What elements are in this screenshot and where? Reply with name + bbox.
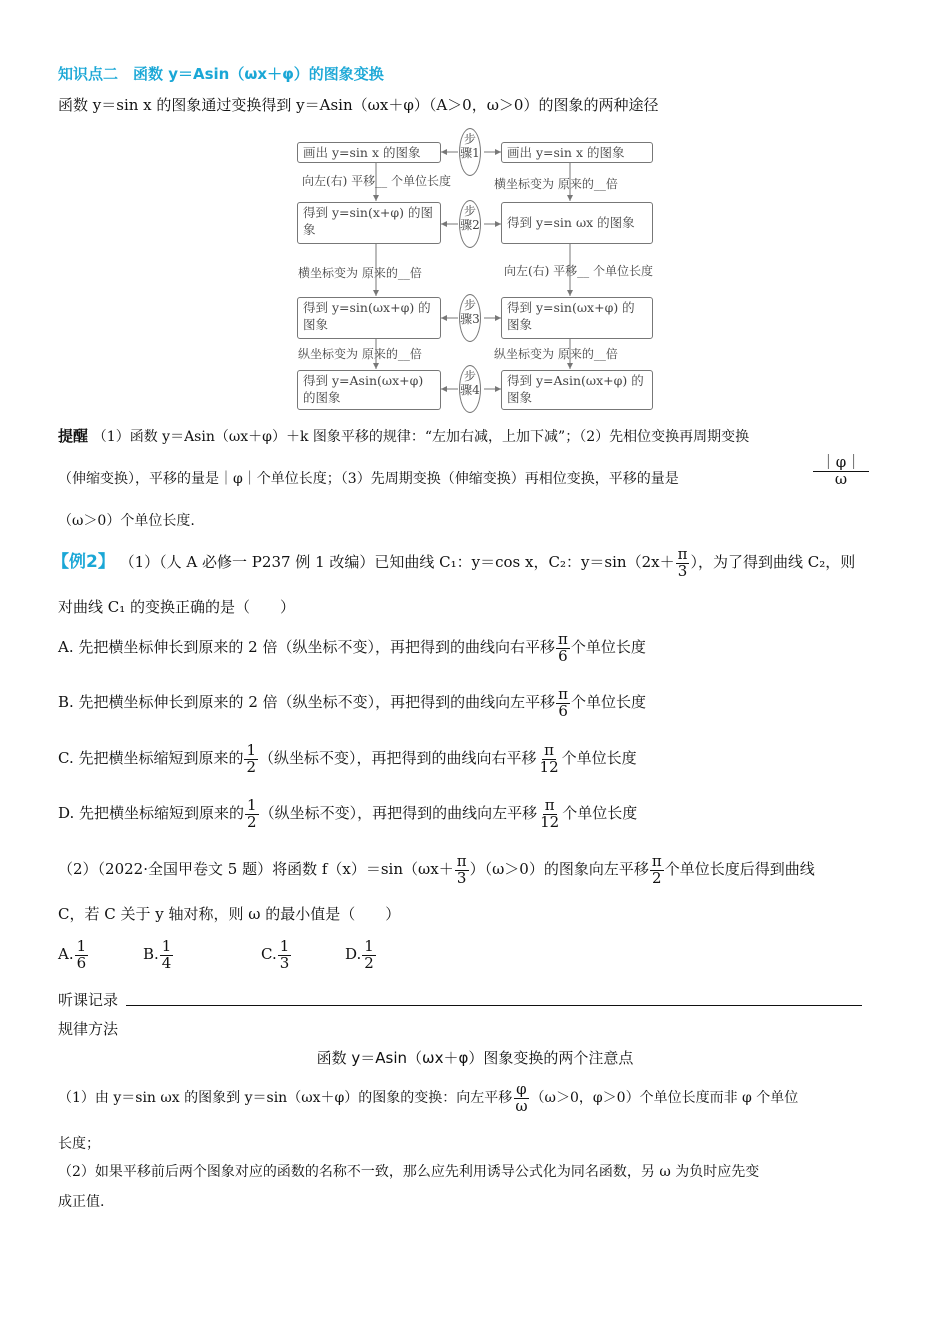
- reminder-label: 提醒: [58, 427, 89, 445]
- frac-num: π: [544, 795, 555, 814]
- section-title: 知识点二 函数 y＝Asin（ωx＋φ）的图象变换: [58, 65, 384, 83]
- flow-left-box-2: 得到 y=sin(x+φ) 的图象: [297, 202, 441, 244]
- q2-option-label: A.: [58, 945, 74, 963]
- flow-right-box-3: 得到 y=sin(ωx+φ) 的图象: [501, 297, 653, 339]
- flow-right-box-1: 画出 y=sin x 的图象: [501, 142, 653, 163]
- option-c-mid: （纵坐标不变），再把得到的曲线向右平移: [259, 749, 537, 767]
- frac-den: 2: [652, 868, 662, 887]
- reminder-line-1: [58, 425, 749, 446]
- frac-num: 1: [246, 740, 257, 759]
- option-a: [58, 628, 646, 666]
- method-p1-text-a: （1）由 y＝sin ωx 的图象到 y＝sin（ωx＋φ）的图象的变换：向左平移: [58, 1090, 513, 1106]
- notes-line[interactable]: [126, 1005, 862, 1006]
- q2-option-label: D.: [345, 945, 362, 963]
- frac-num: 1: [76, 936, 87, 955]
- option-c-post: 个单位长度: [561, 749, 637, 767]
- q2-option-label: C.: [261, 945, 277, 963]
- example-tag: 【例2】: [52, 552, 115, 572]
- flow-step-4: 步骤4: [459, 365, 481, 413]
- option-d-text: D. 先把横坐标缩短到原来的: [58, 804, 245, 822]
- example-q2-line-1: [58, 850, 815, 888]
- frac-num: π: [456, 851, 467, 870]
- flow-right-box-2: 得到 y=sin ωx 的图象: [501, 202, 653, 244]
- method-p2-line-2: 成正值.: [58, 1194, 105, 1210]
- option-c: [58, 739, 637, 777]
- flow-step-1: 步骤1: [459, 128, 481, 176]
- option-a-post: 个单位长度: [570, 638, 646, 656]
- q2-option-label: B.: [143, 945, 159, 963]
- reminder-frac-den: ω: [834, 469, 848, 488]
- frac-den: ω: [515, 1096, 528, 1115]
- example-q1-line-2: 对曲线 C₁ 的变换正确的是（ ）: [58, 598, 296, 616]
- flow-right-box-4: 得到 y=Asin(ωx+φ) 的图象: [501, 370, 653, 410]
- frac-den: 3: [279, 953, 290, 972]
- method-p2-line-1: （2）如果平移前后两个图象对应的函数的名称不一致，那么应先利用诱导公式化为同名函数，另 ω 为负时应先变: [58, 1164, 760, 1180]
- flow-step-3: 步骤3: [459, 294, 481, 342]
- flow-left-box-3: 得到 y=sin(ωx+φ) 的图象: [297, 297, 441, 339]
- frac-num: 1: [247, 795, 257, 814]
- option-c-text: C. 先把横坐标缩短到原来的: [58, 749, 244, 767]
- method-p1-text-b: （ω＞0，φ＞0）个单位长度而非 φ 个单位: [530, 1090, 799, 1106]
- q2-option-a: [58, 935, 89, 973]
- frac-den: 2: [247, 812, 257, 831]
- frac-num: π: [544, 740, 555, 759]
- option-a-text: A. 先把横坐标伸长到原来的 2 倍（纵坐标不变），再把得到的曲线向右平移: [58, 638, 555, 656]
- example-q1-frac: [676, 544, 690, 580]
- method-p1-line-2: 长度；: [58, 1136, 100, 1152]
- frac-den: 2: [246, 757, 257, 776]
- method-p1-line-1: [58, 1077, 798, 1119]
- flow-step-2: 步骤2: [459, 200, 481, 248]
- frac-num: 1: [279, 936, 290, 955]
- notes-label: 听课记录: [58, 991, 119, 1009]
- frac-den: 2: [364, 953, 374, 972]
- reminder-fraction: [812, 455, 870, 488]
- option-b-text: B. 先把横坐标伸长到原来的 2 倍（纵坐标不变），再把得到的曲线向左平移: [58, 693, 556, 711]
- example-q1-text-a: （1）（人 A 必修一 P237 例 1 改编）已知曲线 C₁：y＝cos x，C₂：y＝sin（2x＋: [119, 553, 675, 571]
- q2-option-b: [143, 935, 174, 973]
- method-label: 规律方法: [58, 1020, 119, 1038]
- flow-right-edge-1: 横坐标变为 原来的__倍: [494, 177, 618, 191]
- frac-den: 4: [161, 953, 172, 972]
- frac-den: 3: [456, 868, 467, 887]
- frac-num: π: [651, 851, 662, 870]
- example-q2-text-a: （2）（2022·全国甲卷文 5 题）将函数 f（x）＝sin（ωx＋: [58, 860, 454, 878]
- frac-den: 6: [76, 953, 87, 972]
- flow-right-edge-2: 向左(右) 平移__ 个单位长度: [504, 264, 653, 278]
- reminder-line-2: （伸缩变换），平移的量是｜φ｜个单位长度；（3）先周期变换（伸缩变换）再相位变换，平移的量是: [58, 471, 679, 487]
- option-b: [58, 683, 646, 721]
- q2-option-c: [261, 935, 292, 973]
- intro-text: 函数 y＝sin x 的图象通过变换得到 y＝Asin（ωx＋φ）（A＞0，ω＞0）的图象的两种途径: [58, 96, 659, 114]
- option-b-post: 个单位长度: [571, 693, 647, 711]
- method-title: 函数 y＝Asin（ωx＋φ）图象变换的两个注意点: [316, 1049, 634, 1067]
- flow-left-box-1: 画出 y=sin x 的图象: [297, 142, 441, 163]
- example-q2-text-b: ）（ω＞0）的图象向左平移: [469, 860, 649, 878]
- frac-den: 6: [558, 701, 568, 720]
- option-d-mid: （纵坐标不变），再把得到的曲线向左平移: [259, 804, 538, 822]
- flow-left-edge-3: 纵坐标变为 原来的__倍: [298, 347, 422, 361]
- frac-den: 12: [540, 812, 560, 831]
- flow-right-edge-3: 纵坐标变为 原来的__倍: [494, 347, 618, 361]
- frac-den: 12: [539, 757, 559, 776]
- flow-left-edge-1: 向左(右) 平移__ 个单位长度: [302, 174, 451, 188]
- frac-den: 3: [677, 561, 688, 580]
- example-q1-line-1: [52, 543, 855, 581]
- frac-num: 1: [161, 936, 172, 955]
- option-d-post: 个单位长度: [562, 804, 638, 822]
- frac-num: π: [558, 684, 569, 703]
- option-d: [58, 794, 637, 832]
- reminder-line-3: （ω＞0）个单位长度.: [58, 513, 195, 529]
- flow-left-edge-2: 横坐标变为 原来的__倍: [298, 266, 422, 280]
- reminder-text-1: （1）函数 y＝Asin（ωx＋φ）＋k 图象平移的规律：“左加右减，上加下减”；（2）先相位变换再周期变换: [92, 429, 750, 445]
- q2-option-d: [345, 935, 377, 973]
- frac-den: 6: [558, 646, 568, 665]
- flow-left-box-4: 得到 y=Asin(ωx+φ) 的图象: [297, 370, 441, 410]
- frac-num: 1: [364, 936, 374, 955]
- frac-num: φ: [516, 1079, 527, 1098]
- frac-num: π: [557, 629, 568, 648]
- example-q1-text-b: ），为了得到曲线 C₂，则: [690, 553, 856, 571]
- frac-num: π: [677, 544, 688, 563]
- reminder-frac-num: ｜φ｜: [813, 455, 869, 472]
- example-q2-text-c: 个单位长度后得到曲线: [664, 860, 815, 878]
- example-q2-line-2: C，若 C 关于 y 轴对称，则 ω 的最小值是（ ）: [58, 905, 401, 923]
